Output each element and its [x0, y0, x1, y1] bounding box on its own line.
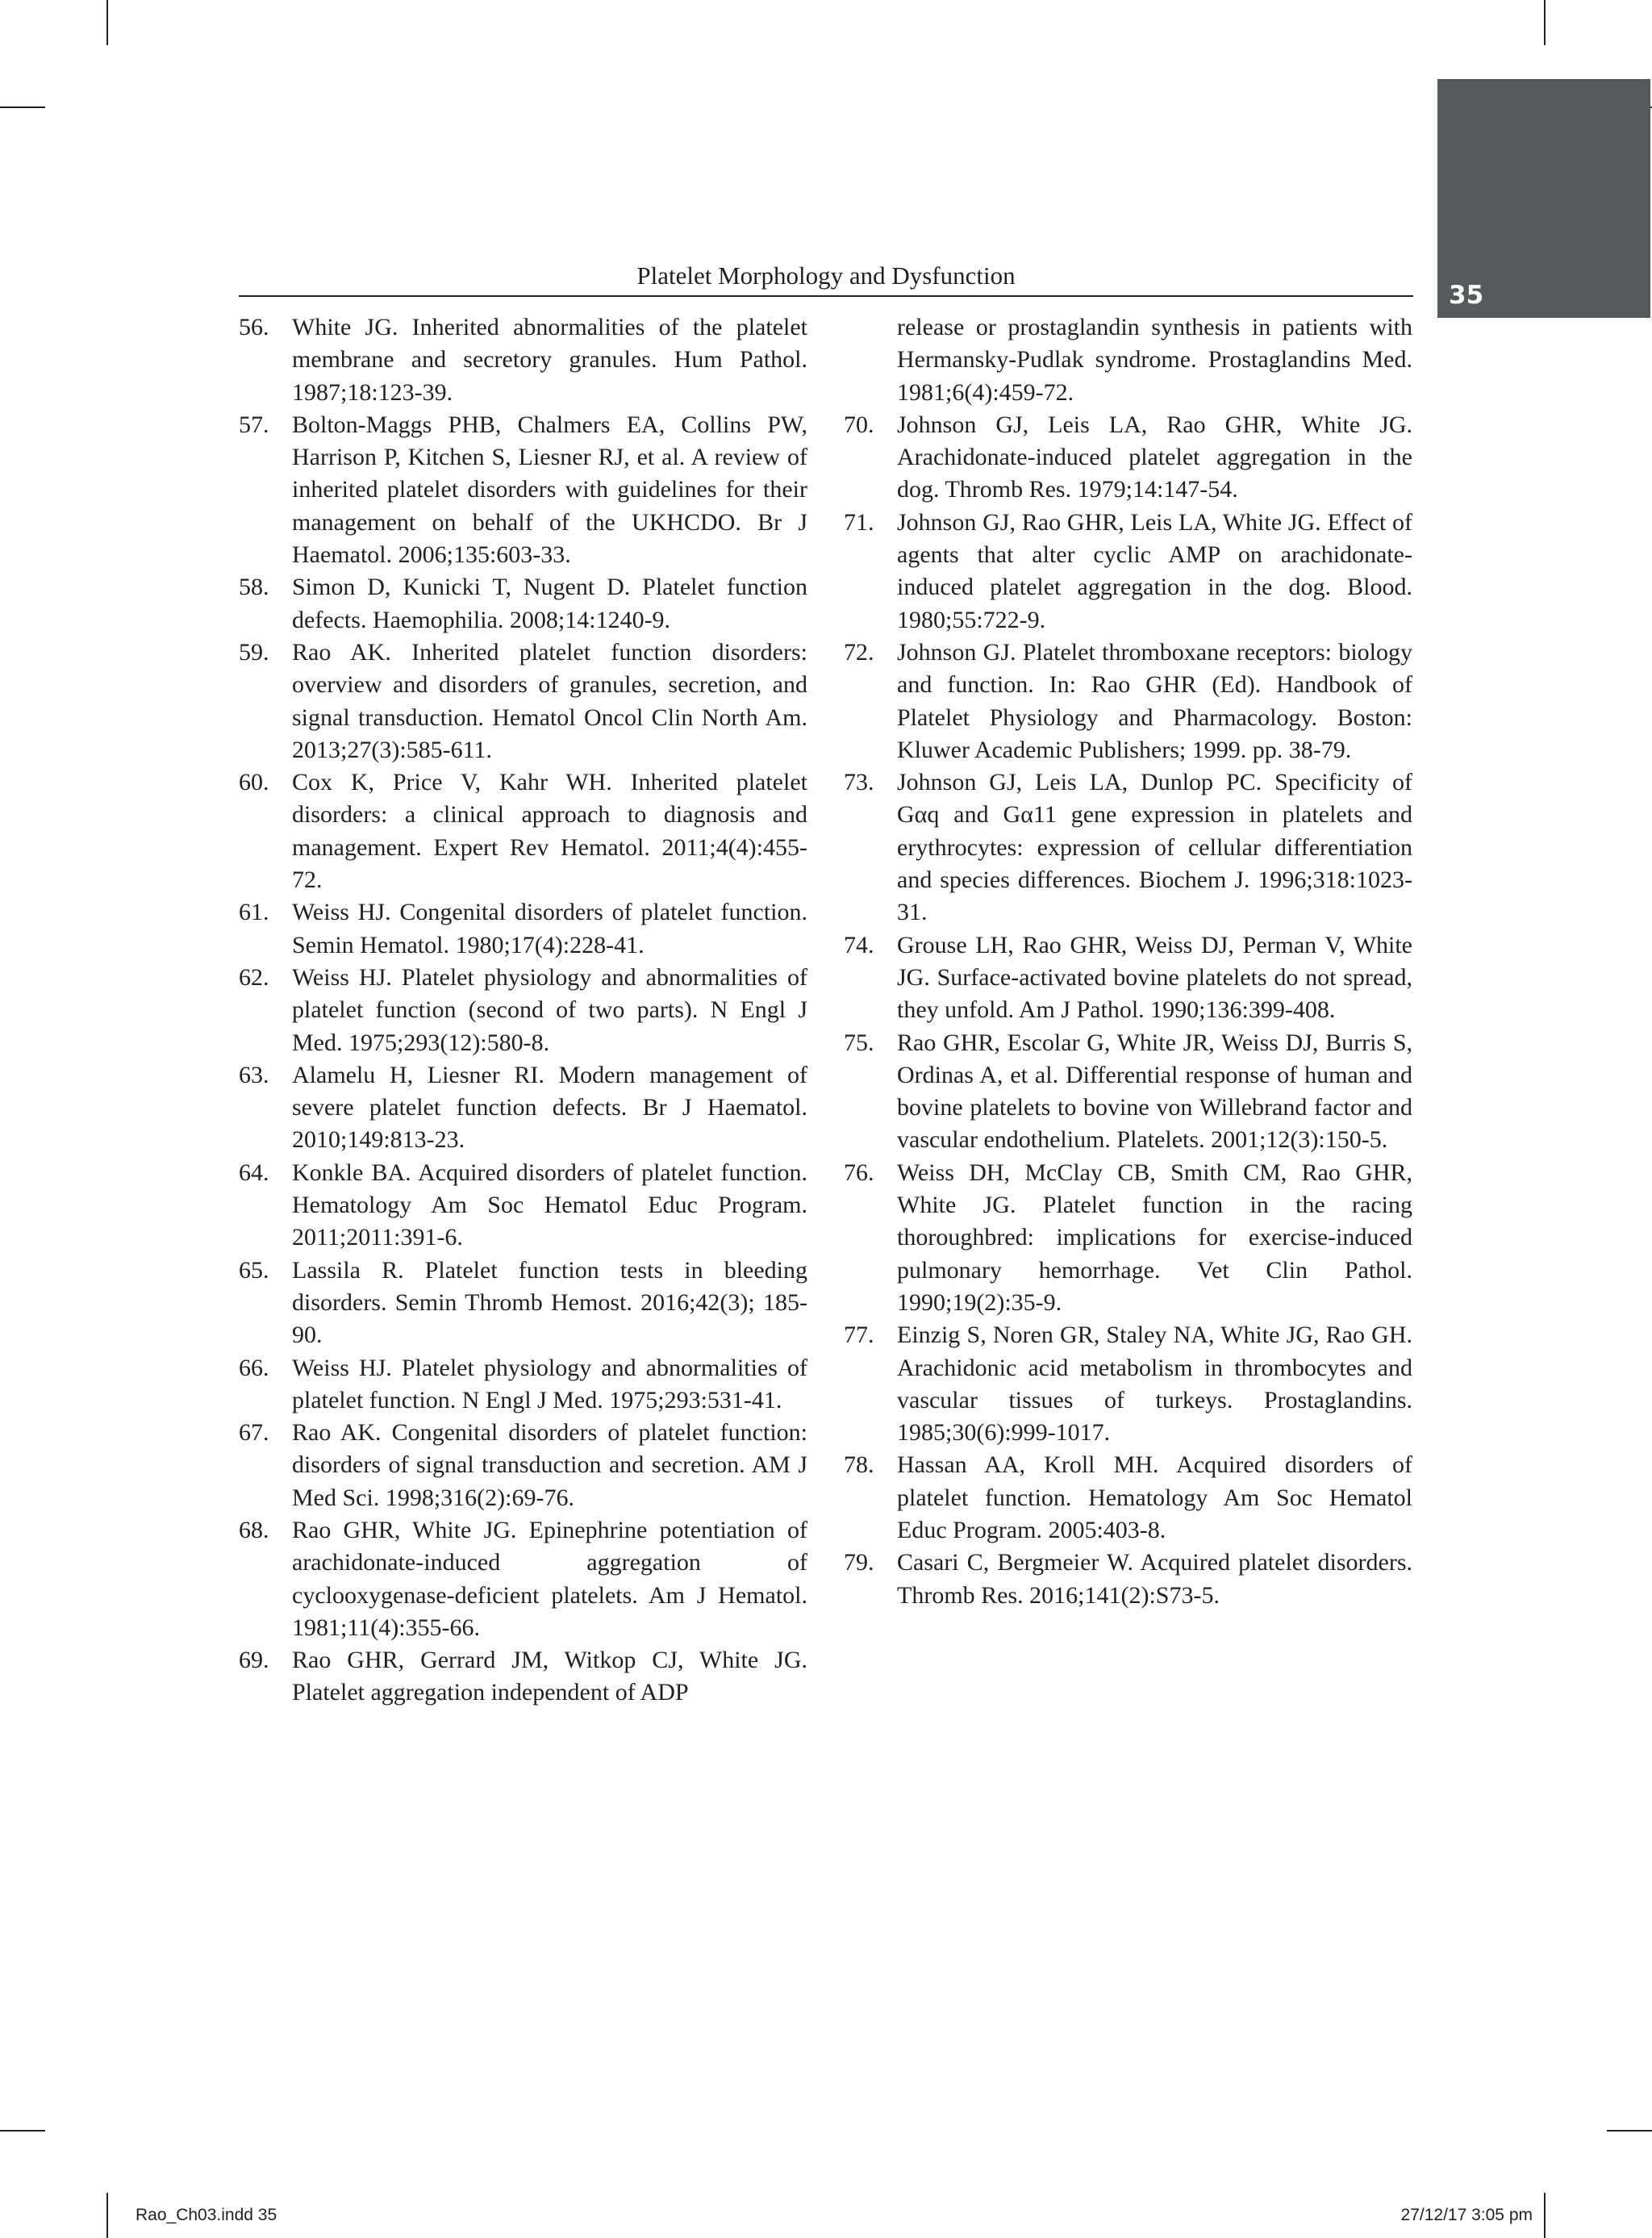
reference-number: 71. — [844, 508, 874, 536]
crop-mark-bottom-right-v — [1544, 2193, 1546, 2238]
references-right-column — [844, 311, 1412, 1612]
reference-number: 68. — [239, 1516, 269, 1543]
reference-number: 60. — [239, 769, 269, 796]
reference-number: 57. — [239, 411, 269, 438]
reference-text: Weiss DH, McClay CB, Smith CM, Rao GHR, White JG. Platelet function in the racing thoroughbred: implications for exercise-induced pulmonary hemorrhage. Vet Clin Pathol. 1990;19(2):35-9. — [897, 1159, 1412, 1316]
reference-item — [239, 1059, 807, 1157]
reference-item — [239, 637, 807, 766]
reference-text: Alamelu H, Liesner RI. Modern management of severe platelet function defects. Br J Haematol. 2010;149:813-23. — [292, 1061, 807, 1154]
reference-text: Hassan AA, Kroll MH. Acquired disorders of platelet function. Hematology Am Soc Hematol Educ Program. 2005:403-8. — [897, 1451, 1412, 1543]
reference-number: 77. — [844, 1322, 874, 1349]
reference-number: 79. — [844, 1549, 874, 1576]
reference-number: 65. — [239, 1256, 269, 1284]
crop-mark-top-right-v — [1544, 0, 1546, 45]
reference-item — [844, 637, 1412, 766]
reference-item — [239, 409, 807, 571]
references-left-column — [239, 311, 807, 1710]
reference-number: 78. — [844, 1451, 874, 1479]
reference-item — [239, 1417, 807, 1514]
crop-mark-top-left-v — [106, 0, 108, 45]
file-slug: Rao_Ch03.indd 35 — [136, 2206, 277, 2224]
reference-text: Lassila R. Platelet function tests in bleeding disorders. Semin Thromb Hemost. 2016;42(3); 185-90. — [292, 1256, 807, 1349]
reference-text: Rao AK. Inherited platelet function disorders: overview and disorders of granules, secretion, and signal transduction. Hematol Oncol Clin North Am. 2013;27(3):585-611. — [292, 638, 807, 763]
reference-number: 66. — [239, 1354, 269, 1381]
reference-item — [844, 1319, 1412, 1449]
reference-text: Rao AK. Congenital disorders of platelet function: disorders of signal transduction and secretion. AM J Med Sci. 1998;316(2):69-76. — [292, 1419, 807, 1511]
reference-text: Johnson GJ. Platelet thromboxane receptors: biology and function. In: Rao GHR (Ed). Handbook of Platelet Physiology and Pharmacology. Boston: Kluwer Academic Publishers; 1999. pp. 38-79. — [897, 638, 1412, 763]
running-head: Platelet Morphology and Dysfunction — [636, 261, 1016, 290]
reference-text: Johnson GJ, Rao GHR, Leis LA, White JG. Effect of agents that alter cyclic AMP on arachidonate-induced platelet aggregation in the dog. Blood. 1980;55:722-9. — [897, 508, 1412, 633]
reference-number: 62. — [239, 963, 269, 991]
crop-mark-bottom-left-v — [106, 2193, 108, 2238]
reference-number: 67. — [239, 1419, 269, 1447]
reference-text: Johnson GJ, Leis LA, Dunlop PC. Specificity of Gαq and Gα11 gene expression in platelets and erythrocytes: expression of cellular differentiation and species differences. Biochem J. 1996;318:1023-31. — [897, 769, 1412, 926]
reference-continuation: release or prostaglandin synthesis in patients with Hermansky-Pudlak syndrome. Prostaglandins Med. 1981;6(4):459-72. — [897, 314, 1412, 406]
reference-text: Konkle BA. Acquired disorders of platelet function. Hematology Am Soc Hematol Educ Program. 2011;2011:391-6. — [292, 1159, 807, 1251]
reference-text: Rao GHR, Gerrard JM, Witkop CJ, White JG. Platelet aggregation independent of ADP — [292, 1647, 807, 1706]
crop-mark-bottom-right-h — [1607, 2130, 1652, 2132]
reference-number: 72. — [844, 638, 874, 666]
reference-item — [844, 766, 1412, 929]
reference-text: Einzig S, Noren GR, Staley NA, White JG, Rao GH. Arachidonic acid metabolism in thrombocytes and vascular tissues of turkeys. Prostaglandins. 1985;30(6):999-1017. — [897, 1322, 1412, 1447]
reference-text: Rao GHR, White JG. Epinephrine potentiation of arachidonate-induced aggregation of cyclooxygenase-deficient platelets. Am J Hematol. 1981;11(4):355-66. — [292, 1516, 807, 1641]
reference-item — [239, 1157, 807, 1255]
reference-item — [239, 1352, 807, 1418]
reference-text: Weiss HJ. Platelet physiology and abnormalities of platelet function (second of two parts). N Engl J Med. 1975;293(12):580-8. — [292, 963, 807, 1056]
page-number: 35 — [1449, 281, 1484, 310]
reference-number: 64. — [239, 1159, 269, 1186]
reference-text: Bolton-Maggs PHB, Chalmers EA, Collins PW, Harrison P, Kitchen S, Liesner RJ, et al. A review of inherited platelet disorders with guidelines for their management on behalf of the UKHCDO. Br J Haematol. 2006;135:603-33. — [292, 411, 807, 569]
reference-text: Simon D, Kunicki T, Nugent D. Platelet function defects. Haemophilia. 2008;14:1240-9. — [292, 574, 807, 633]
reference-text: Weiss HJ. Platelet physiology and abnormalities of platelet function. N Engl J Med. 1975;293:531-41. — [292, 1354, 807, 1413]
reference-text: Casari C, Bergmeier W. Acquired platelet disorders. Thromb Res. 2016;141(2):S73-5. — [897, 1549, 1412, 1609]
reference-number: 56. — [239, 314, 269, 340]
reference-item — [844, 1157, 1412, 1319]
reference-number: 70. — [844, 411, 874, 438]
reference-number: 61. — [239, 899, 269, 926]
reference-number: 73. — [844, 769, 874, 796]
reference-number: 69. — [239, 1647, 269, 1674]
reference-item — [844, 929, 1412, 1027]
reference-text: Johnson GJ, Leis LA, Rao GHR, White JG. Arachidonate-induced platelet aggregation in the dog. Thromb Res. 1979;14:147-54. — [897, 411, 1412, 503]
header-rule — [239, 295, 1413, 297]
timestamp-slug: 27/12/17 3:05 pm — [1400, 2206, 1533, 2224]
reference-item — [239, 1644, 807, 1710]
reference-item — [239, 766, 807, 896]
reference-text: White JG. Inherited abnormalities of the platelet membrane and secretory granules. Hum Pathol. 1987;18:123-39. — [292, 314, 807, 406]
reference-item — [844, 1449, 1412, 1547]
reference-item — [239, 1514, 807, 1644]
reference-number: 76. — [844, 1159, 874, 1186]
reference-number: 74. — [844, 931, 874, 958]
reference-item — [239, 571, 807, 637]
crop-mark-top-left-h — [0, 106, 45, 108]
reference-number: 63. — [239, 1061, 269, 1088]
reference-item — [844, 1547, 1412, 1612]
reference-item — [239, 962, 807, 1059]
reference-item — [239, 311, 807, 409]
reference-item — [844, 409, 1412, 507]
crop-mark-bottom-left-h — [0, 2130, 45, 2132]
reference-text: Cox K, Price V, Kahr WH. Inherited platelet disorders: a clinical approach to diagnosis and management. Expert Rev Hematol. 2011;4(4):455-72. — [292, 769, 807, 894]
reference-text: Rao GHR, Escolar G, White JR, Weiss DJ, Burris S, Ordinas A, et al. Differential response of human and bovine platelets to bovine von Willebrand factor and vascular endothelium. Platelets. 2001;12(3):150-5. — [897, 1029, 1412, 1154]
reference-item — [844, 507, 1412, 637]
reference-text: Grouse LH, Rao GHR, Weiss DJ, Perman V, White JG. Surface-activated bovine platelets do not spread, they unfold. Am J Pathol. 1990;136:399-408. — [897, 931, 1412, 1024]
reference-text: Weiss HJ. Congenital disorders of platelet function. Semin Hematol. 1980;17(4):228-41. — [292, 899, 807, 958]
reference-number: 59. — [239, 638, 269, 666]
reference-item — [239, 1255, 807, 1352]
reference-number: 75. — [844, 1029, 874, 1056]
reference-item — [844, 1027, 1412, 1157]
reference-item — [239, 896, 807, 962]
reference-number: 58. — [239, 574, 269, 601]
